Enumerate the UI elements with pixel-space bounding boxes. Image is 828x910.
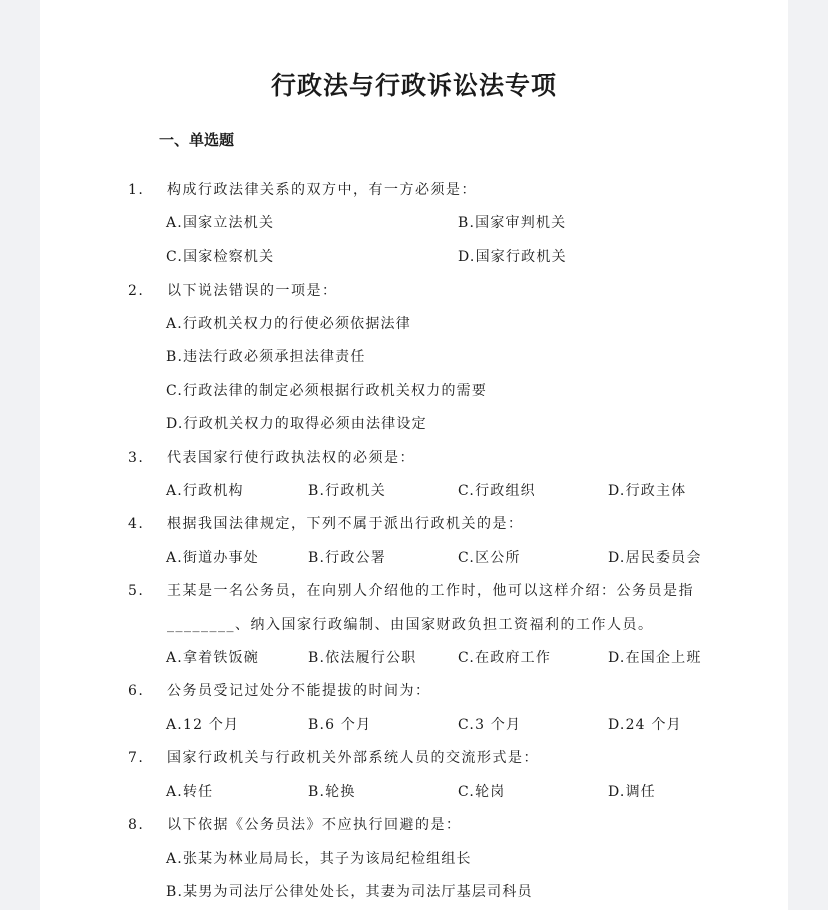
option: B.行政公署: [308, 550, 386, 566]
question-text: 国家行政机关与行政机关外部系统人员的交流形式是：: [167, 750, 539, 766]
option: C.轮岗: [458, 784, 506, 800]
option: C.行政组织: [458, 483, 536, 499]
question-number: 3.: [128, 450, 145, 466]
question-number: 2.: [128, 283, 145, 299]
option: D.国家行政机关: [458, 249, 567, 265]
option: D.调任: [608, 784, 656, 800]
option: D.行政主体: [608, 483, 687, 499]
option: B.轮换: [308, 784, 356, 800]
option: B.国家审判机关: [458, 215, 567, 231]
question-text: 以下说法错误的一项是：: [167, 283, 338, 299]
question-text-continued: ________、纳入国家行政编制、由国家财政负担工资福利的工作人员。: [167, 617, 654, 633]
option: B.某男为司法厅公律处处长，其妻为司法厅基层司科员: [166, 884, 533, 900]
question-number: 7.: [128, 750, 145, 766]
option: D.24 个月: [608, 717, 682, 733]
option: A.张某为林业局局长，其子为该局纪检组组长: [166, 851, 472, 867]
option: A.街道办事处: [166, 550, 259, 566]
option: D.行政机关权力的取得必须由法律设定: [166, 416, 427, 432]
option: C.国家检察机关: [166, 249, 275, 265]
option: C.区公所: [458, 550, 521, 566]
option: C.在政府工作: [458, 650, 552, 666]
option: B.违法行政必须承担法律责任: [166, 349, 366, 365]
option: B.6 个月: [308, 717, 372, 733]
option: A.12 个月: [166, 717, 240, 733]
option: D.在国企上班: [608, 650, 702, 666]
question-number: 1.: [128, 182, 145, 198]
question-number: 5.: [128, 583, 145, 599]
section-heading: 一、单选题: [159, 131, 235, 149]
option: C.行政法律的制定必须根据行政机关权力的需要: [166, 383, 488, 399]
question-number: 8.: [128, 817, 145, 833]
question-number: 6.: [128, 683, 145, 699]
option: A.转任: [166, 784, 214, 800]
question-text: 构成行政法律关系的双方中，有一方必须是：: [167, 182, 477, 198]
option: A.行政机关权力的行使必须依据法律: [166, 316, 411, 332]
question-number: 4.: [128, 516, 145, 532]
question-text: 公务员受记过处分不能提拔的时间为：: [167, 683, 431, 699]
option: B.依法履行公职: [308, 650, 417, 666]
question-text: 代表国家行使行政执法权的必须是：: [167, 450, 415, 466]
question-text: 根据我国法律规定，下列不属于派出行政机关的是：: [167, 516, 524, 532]
document-title: 行政法与行政诉讼法专项: [270, 71, 557, 100]
option: A.国家立法机关: [166, 215, 275, 231]
option: B.行政机关: [308, 483, 386, 499]
option: A.行政机构: [166, 483, 244, 499]
question-text: 王某是一名公务员，在向别人介绍他的工作时，他可以这样介绍：公务员是指: [167, 583, 694, 599]
question-text: 以下依据《公务员法》不应执行回避的是：: [167, 817, 462, 833]
document-page: [40, 0, 788, 910]
option: C.3 个月: [458, 717, 522, 733]
option: A.拿着铁饭碗: [166, 650, 259, 666]
option: D.居民委员会: [608, 550, 702, 566]
